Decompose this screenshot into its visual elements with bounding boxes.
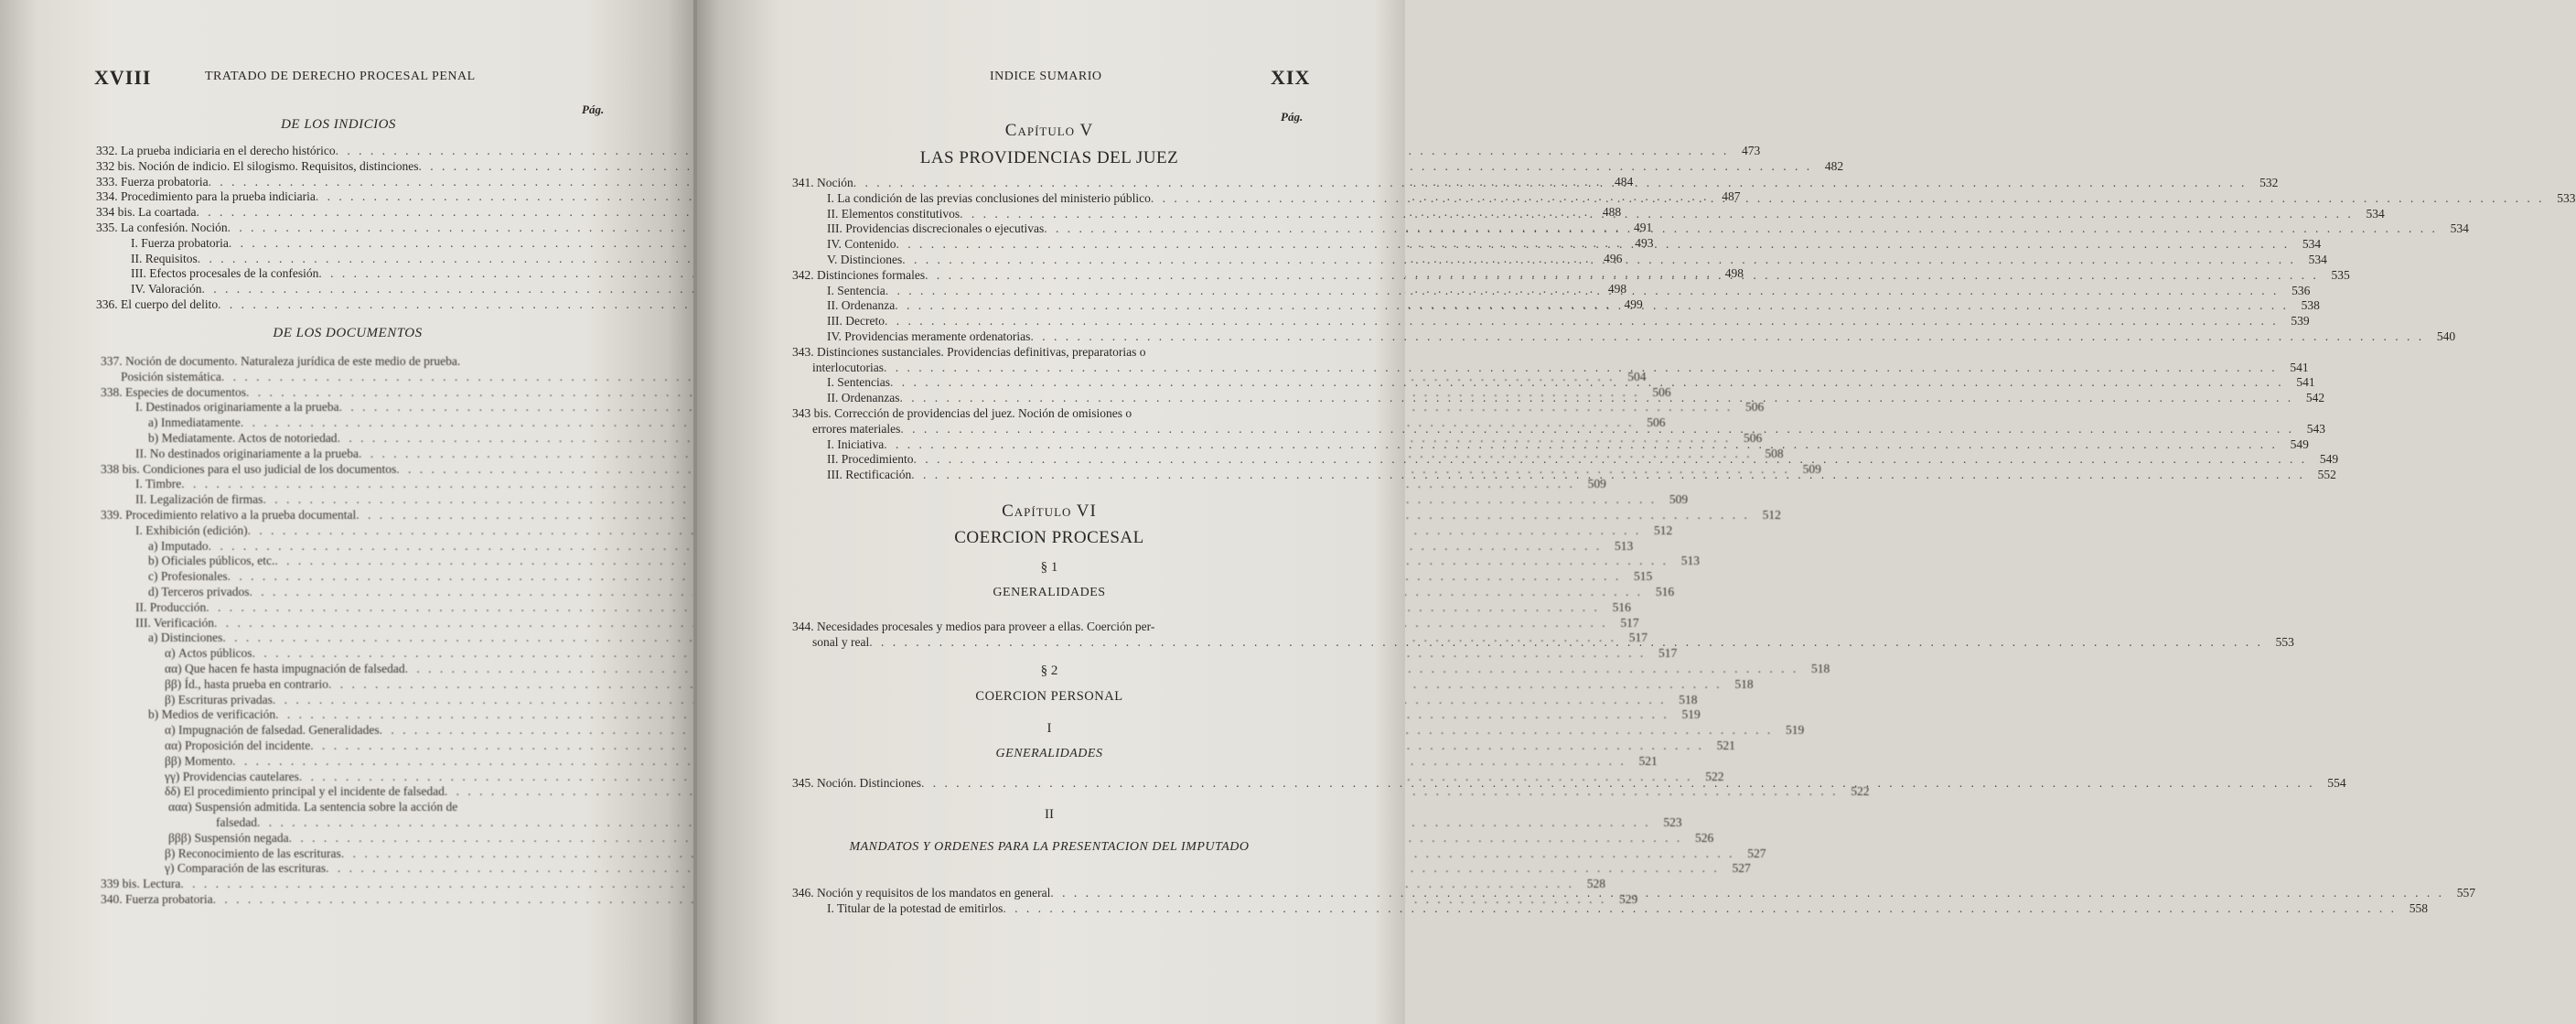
toc-page-number: 517 — [1620, 615, 1639, 630]
toc-entry-text: 342. Distinciones formales — [792, 267, 926, 282]
dot-leader — [895, 298, 2289, 314]
toc-entry — [101, 800, 613, 815]
toc-entry-text: V. Distinciones — [827, 252, 903, 266]
toc-entry-text: errores materiales — [812, 421, 901, 436]
toc-entry — [792, 900, 2428, 917]
toc-entry-text: 341. Noción — [792, 176, 853, 189]
page-number: XVIII — [94, 66, 152, 89]
toc-entry-text: interlocutorias — [812, 360, 884, 374]
toc-page-number: 518 — [1679, 692, 1698, 706]
toc-page-number: 541 — [2290, 360, 2309, 374]
page-number: XIX — [1271, 66, 1311, 89]
toc-page-number: 508 — [1765, 446, 1784, 460]
toc-entry-text: 336. El cuerpo del delito — [96, 296, 219, 311]
dot-leader — [890, 375, 2284, 391]
toc-entry — [101, 676, 1754, 693]
toc-entry — [101, 877, 1605, 892]
toc-entry-text: III. Decreto — [827, 314, 885, 329]
toc-entry-text: III. Verificación — [135, 615, 214, 630]
toc-page-number: 506 — [1647, 415, 1666, 430]
toc-page-number: 532 — [2259, 176, 2279, 189]
toc-page-number: 529 — [1618, 891, 1638, 906]
dot-leader — [913, 452, 2307, 468]
toc-entry-text: αα) Que hacen fe hasta impugnación de falsedad — [165, 661, 405, 675]
toc-entry-text: 340. Fuerza probatoria — [101, 891, 213, 906]
toc-page-number: 509 — [1587, 477, 1606, 491]
dot-leader — [885, 314, 2279, 329]
toc-entry-text: 338. Especies de documentos — [101, 384, 246, 399]
toc-entry-text: I. Destinados originariamente a la prueba — [135, 400, 339, 415]
toc-entry — [96, 158, 1844, 175]
toc-entry — [792, 314, 2310, 329]
toc-page-number: 498 — [1607, 282, 1627, 296]
toc-page-number: 534 — [2450, 221, 2469, 236]
toc-entry-text: β) Escrituras privadas — [165, 692, 273, 706]
toc-entry-text: III. Rectificación — [827, 468, 912, 482]
toc-entry-text: 335. La confesión. Noción — [96, 220, 228, 234]
toc-page-number: 534 — [2308, 252, 2327, 266]
toc-entry-text: Posición sistemática — [121, 369, 221, 383]
toc-entry — [101, 646, 1678, 662]
toc-entry — [792, 620, 1310, 635]
toc-entry-text: I. Titular de la potestad de emitirlos — [827, 900, 1004, 915]
roman-numeral: II — [1045, 807, 1054, 822]
toc-entry-text: II. Ordenanzas — [827, 391, 900, 405]
toc-entry-text: ββ) Momento — [165, 753, 233, 768]
toc-entry-text: I. Iniciativa — [827, 437, 885, 451]
toc-entry-text: a) Imputado — [148, 538, 209, 553]
dot-leader — [1151, 191, 2545, 207]
toc-entry-text: γ) Comparación de las escrituras — [165, 861, 327, 876]
toc-entry-text: III. Providencias discrecionales o ejecutivas — [827, 221, 1045, 236]
toc-page-number: 515 — [1633, 569, 1653, 584]
dot-leader — [902, 253, 2296, 268]
toc-entry-text: 334 bis. La coartada — [96, 205, 197, 220]
toc-entry-text: d) Terceros privados — [148, 584, 250, 598]
toc-entry-text: II. Legalización de firmas — [135, 492, 263, 507]
toc-entry — [101, 477, 1606, 492]
dot-leader — [921, 776, 2315, 792]
toc-entry-text: δδ) El procedimiento principal y el incidente de falsedad — [165, 784, 445, 799]
toc-entry-text: αα) Proposición del incidente — [165, 738, 311, 752]
subsection-title-italic: GENERALIDADES — [995, 747, 1103, 760]
subsection-title: GENERALIDADES — [993, 586, 1106, 599]
toc-entry-text: 343 bis. Corrección de providencias del juez. Noción de omisiones o — [792, 405, 1132, 420]
toc-entry-text: α) Actos públicos — [165, 646, 252, 661]
toc-page-number: 534 — [2302, 237, 2322, 252]
page-column-label: Pág. — [582, 102, 605, 116]
toc-page-number: 540 — [2436, 329, 2456, 343]
toc-entry — [101, 861, 1751, 877]
dot-leader — [853, 176, 2248, 191]
toc-entry — [101, 554, 1700, 569]
toc-entry-text: I. La condición de las previas conclusiones del ministerio público — [827, 190, 1151, 205]
dot-leader — [886, 284, 2280, 299]
toc-page-number: 473 — [1742, 144, 1761, 157]
dot-leader — [869, 635, 2263, 651]
toc-entry-text: II. Producción — [135, 599, 207, 614]
toc-page-number: 513 — [1680, 554, 1700, 568]
toc-page-number: 523 — [1663, 814, 1682, 829]
toc-entry-text: 338 bis. Condiciones para el uso judicial de los documentos — [101, 461, 397, 476]
toc-entry-text: II. Procedimiento — [827, 452, 914, 467]
toc-entry-text: 339 bis. Lectura — [101, 877, 181, 891]
toc-entry — [101, 492, 1689, 508]
toc-entry — [101, 723, 1805, 738]
toc-page-number: 549 — [2319, 452, 2339, 467]
toc-entry — [101, 354, 613, 370]
toc-entry-text: 339. Procedimiento relativo a la prueba documental — [101, 507, 357, 522]
toc-page-number: 554 — [2327, 776, 2346, 790]
toc-page-number: 543 — [2306, 421, 2325, 436]
page-column-label: Pág. — [1281, 110, 1304, 124]
subsection-title: COERCION PERSONAL — [975, 689, 1123, 704]
toc-page-number: 506 — [1652, 384, 1671, 399]
toc-page-number: 542 — [2305, 391, 2325, 405]
toc-entry-text: c) Profesionales — [148, 569, 228, 584]
running-head: INDICE SUMARIO — [990, 70, 1102, 83]
toc-page-number: 504 — [1627, 369, 1647, 383]
chapter-title: COERCION PROCESAL — [954, 528, 1144, 547]
toc-page-number: 528 — [1586, 877, 1605, 891]
paragraph-mark: § 2 — [1040, 663, 1058, 678]
toc-page-number: 558 — [2409, 900, 2428, 915]
dot-leader — [896, 237, 2291, 253]
toc-entry-text: 337. Noción de documento. Naturaleza jurídica de este medio de prueba. — [101, 354, 461, 368]
toc-entry-text: IV. Contenido — [827, 237, 896, 252]
toc-page-number: 491 — [1633, 220, 1653, 234]
toc-entry-text: I. Sentencias — [827, 375, 890, 390]
dot-leader — [925, 268, 2319, 284]
toc-entry-text: IV. Providencias meramente ordenatorias — [827, 329, 1031, 343]
toc-entry-text: I. Timbre — [135, 477, 182, 491]
chapter-title: LAS PROVIDENCIAS DEL JUEZ — [919, 148, 1179, 167]
section-title-indicios: DE LOS INDICIOS — [281, 117, 396, 132]
toc-page-number: 519 — [1681, 707, 1701, 722]
toc-entry-text: 343. Distinciones sustanciales. Providencias definitivas, preparatorias o — [792, 344, 1146, 359]
toc-entry-text: 344. Necesidades procesales y medios para proveer a ellas. Coerción per- — [792, 620, 1155, 633]
toc-page-number: 535 — [2331, 267, 2350, 282]
toc-entry-text: 333. Fuerza probatoria — [96, 174, 209, 189]
dot-leader — [900, 422, 2294, 437]
dot-leader — [960, 207, 2354, 222]
toc-page-number: 517 — [1658, 646, 1678, 661]
toc-entry-text: b) Mediatamente. Actos de notoriedad — [148, 430, 338, 445]
toc-entry-text: IV. Valoración — [131, 282, 202, 296]
toc-page-number: 512 — [1762, 507, 1781, 522]
toc-entry-text: 334. Procedimiento para la prueba indiciaria — [96, 189, 316, 204]
toc-page-number: 496 — [1604, 251, 1623, 265]
toc-page-number: 534 — [2366, 206, 2385, 221]
toc-page-number: 526 — [1694, 830, 1714, 845]
toc-page-number: 516 — [1612, 599, 1631, 614]
toc-entry-text: II. Requisitos — [131, 251, 198, 265]
toc-entry — [101, 661, 1830, 677]
toc-page-number: 533 — [2557, 190, 2576, 205]
toc-page-number: 521 — [1716, 738, 1735, 752]
dot-leader — [884, 437, 2278, 453]
toc-entry-text: I. Sentencia — [827, 283, 886, 297]
toc-page-number: 527 — [1747, 846, 1766, 860]
dot-leader — [899, 391, 2293, 406]
toc-page-number: 553 — [2275, 634, 2294, 649]
chapter-label: Capítulo V — [1004, 121, 1094, 140]
toc-entry-text: 346. Noción y requisitos de los mandatos en general — [792, 886, 1051, 900]
toc-page-number: 549 — [2290, 437, 2309, 451]
toc-entry — [101, 599, 1631, 616]
toc-page-number: 499 — [1624, 296, 1643, 311]
toc-page-number: 536 — [2292, 283, 2311, 297]
paragraph-mark: § 1 — [1040, 560, 1058, 575]
toc-entry-text: 345. Noción. Distinciones — [792, 776, 921, 790]
dot-leader — [1050, 886, 2444, 901]
toc-page-number: 541 — [2296, 375, 2315, 390]
toc-entry-text: sonal y real — [812, 634, 870, 649]
toc-page-number: 487 — [1722, 189, 1741, 204]
toc-page-number: 484 — [1614, 174, 1634, 189]
toc-page-number: 552 — [2317, 468, 2336, 482]
toc-entry-text: 332. La prueba indiciaria en el derecho histórico — [96, 144, 336, 157]
toc-page-number: 493 — [1635, 235, 1654, 250]
toc-entry-text: II. Ordenanza — [827, 298, 896, 313]
toc-entry-text: β) Reconocimiento de las escrituras — [165, 846, 341, 860]
toc-page-number: 506 — [1743, 430, 1763, 445]
toc-entry-text: b) Medios de verificación — [148, 707, 276, 722]
toc-entry — [101, 707, 1701, 723]
dot-leader — [1044, 221, 2438, 237]
toc-page-number: 518 — [1811, 661, 1830, 675]
subsection-title-italic: MANDATOS Y ORDENES PARA LA PRESENTACION DEL IMPUTADO — [849, 840, 1250, 854]
toc-entry — [101, 569, 1653, 585]
toc-page-number: 539 — [2291, 314, 2310, 329]
toc-entry-text: 332 bis. Noción de indicio. El silogismo. Requisitos, distinciones — [96, 158, 419, 173]
toc-page-number: 519 — [1785, 723, 1805, 738]
toc-entry-text: γγ) Providencias cautelares — [165, 769, 299, 783]
toc-page-number: 521 — [1638, 753, 1658, 768]
toc-entry — [792, 329, 2456, 345]
toc-page-number: 509 — [1669, 492, 1689, 507]
toc-entry-text: βββ) Suspensión negada — [168, 830, 289, 845]
toc-page-number: 518 — [1734, 676, 1754, 691]
toc-page-number: 513 — [1614, 538, 1634, 553]
dot-leader — [911, 468, 2305, 483]
toc-page-number: 522 — [1705, 769, 1724, 783]
toc-page-number: 522 — [1851, 784, 1870, 799]
toc-entry — [792, 345, 1310, 361]
dot-leader — [1003, 901, 2397, 917]
toc-page-number: 557 — [2456, 886, 2475, 900]
toc-page-number: 527 — [1732, 861, 1751, 876]
toc-page-number: 517 — [1628, 631, 1648, 645]
toc-entry — [101, 830, 1714, 846]
toc-entry-text: I. Fuerza probatoria — [131, 235, 229, 250]
toc-entry-text: a) Distinciones — [148, 631, 223, 645]
chapter-label: Capítulo VI — [1002, 501, 1097, 521]
toc-page-number: 498 — [1724, 266, 1744, 281]
dot-leader — [884, 361, 2278, 376]
section-title-documentos: DE LOS DOCUMENTOS — [273, 326, 423, 340]
toc-entry-text: III. Efectos procesales de la confesión — [131, 266, 319, 281]
running-head: TRATADO DE DERECHO PROCESAL PENAL — [205, 70, 476, 83]
toc-entry-text: I. Exhibición (edición) — [135, 523, 248, 537]
toc-page-number: 482 — [1824, 158, 1844, 173]
toc-page-number: 488 — [1602, 205, 1622, 220]
toc-entry-text: II. Elementos constitutivos — [827, 206, 961, 221]
toc-entry — [792, 406, 1310, 422]
toc-entry-text: b) Oficiales públicos, etc. — [148, 554, 275, 568]
toc-page-number: 538 — [2301, 298, 2320, 313]
toc-entry-text: II. No destinados originariamente a la prueba — [135, 446, 360, 460]
toc-entry — [101, 538, 1634, 555]
dot-leader — [1030, 329, 2424, 345]
toc-entry — [101, 784, 1870, 800]
toc-page-number: 509 — [1802, 461, 1821, 476]
toc-page-number: 512 — [1653, 523, 1673, 537]
roman-numeral: I — [1046, 721, 1052, 736]
toc-entry-text: a) Inmediatamente — [148, 415, 241, 430]
toc-entry-text: falsedad — [216, 814, 257, 829]
toc-entry-text: ββ) Íd., hasta prueba en contrario — [165, 676, 329, 691]
toc-entry-text: α) Impugnación de falsedad. Generalidades — [165, 723, 380, 738]
toc-page-number: 516 — [1655, 584, 1675, 598]
toc-entry-text: ααα) Suspensión admitida. La sentencia sobre la acción de — [168, 800, 458, 814]
toc-page-number: 506 — [1745, 400, 1765, 415]
